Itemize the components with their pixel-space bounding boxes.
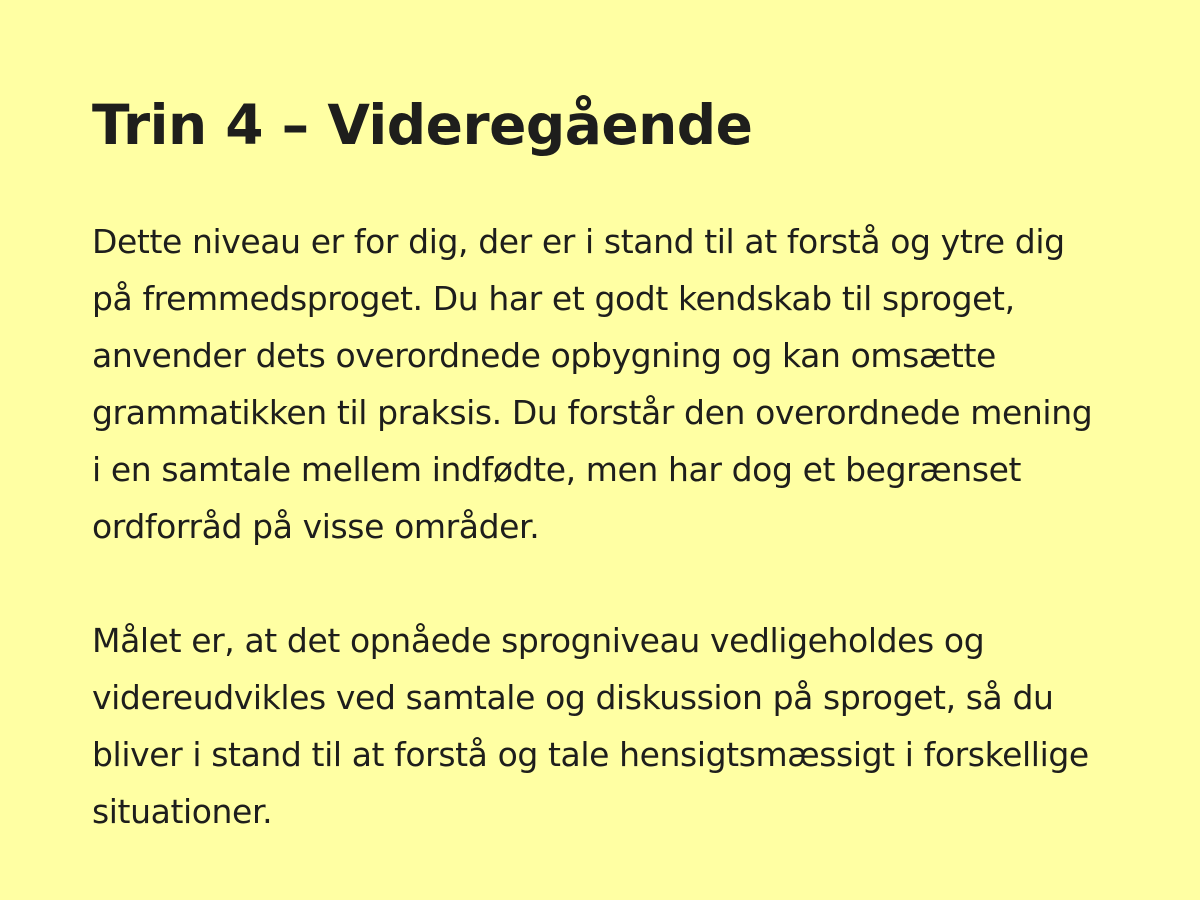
description-paragraph-1: Dette niveau er for dig, der er i stand til at forstå og ytre dig på fremmedsproget. Du har et godt kendskab til sproget, anvender dets overordnede opbygning og kan omsætte grammatikken til praksis. Du forstår den overordnede mening i en samtale mellem indfødte, men har dog et begrænset ordforråd på visse områder. [92,222,1093,546]
description-paragraph-2: Målet er, at det opnåede sprogniveau vedligeholdes og videreudvikles ved samtale og diskussion på sproget, så du bliver i stand til at forstå og tale hensigtsmæssigt i forskellige situationer. [92,621,1089,831]
page-title: Trin 4 – Videregående [92,93,753,157]
